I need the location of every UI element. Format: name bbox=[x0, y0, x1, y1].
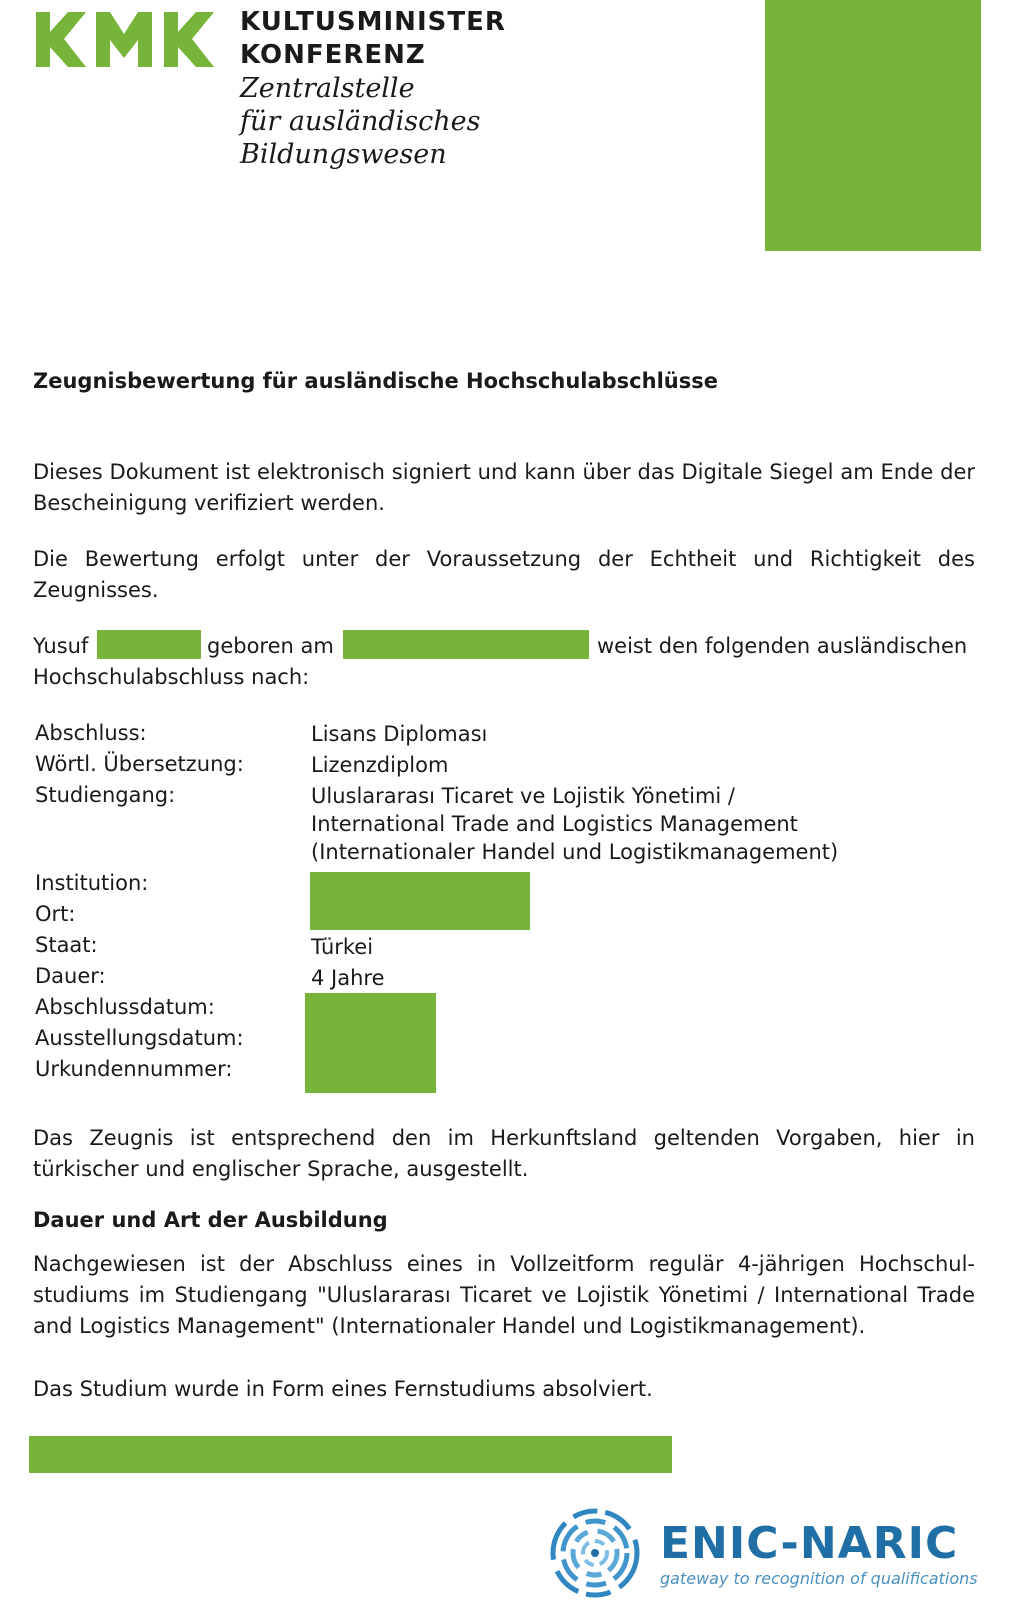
label-institution: Institution: bbox=[35, 871, 149, 895]
label-ausstellungsdatum: Ausstellungsdatum: bbox=[35, 1026, 244, 1050]
org-name-line-1: KULTUSMINISTER bbox=[240, 7, 506, 37]
value-staat: Türkei bbox=[311, 935, 374, 959]
enic-naric-emblem-icon bbox=[550, 1508, 640, 1598]
enic-naric-title: ENIC-NARIC bbox=[660, 1518, 959, 1569]
label-dauer: Dauer: bbox=[35, 964, 106, 988]
redacted-surname bbox=[97, 630, 201, 659]
distance-study-paragraph: Das Studium wurde in Form eines Fernstudiums absolviert. bbox=[33, 1377, 653, 1401]
label-urkundennummer: Urkundennummer: bbox=[35, 1057, 233, 1081]
label-studiengang: Studiengang: bbox=[35, 783, 176, 807]
kmk-logo bbox=[36, 12, 216, 67]
value-studiengang-line-2: International Trade and Logistics Management bbox=[311, 812, 798, 836]
value-studiengang-line-1: Uluslararası Ticaret ve Lojistik Yönetimi / bbox=[311, 784, 735, 808]
signature-notice: Dieses Dokument ist elektronisch signiert und kann über das Digitale Siegel am Ende der Bescheinigung verifiziert werden. bbox=[33, 460, 975, 515]
enic-naric-subtitle: gateway to recognition of qualifications bbox=[660, 1569, 978, 1588]
value-abschluss: Lisans Diploması bbox=[311, 722, 488, 746]
organization-name bbox=[240, 6, 506, 171]
label-staat: Staat: bbox=[35, 933, 98, 957]
label-ort: Ort: bbox=[35, 902, 76, 926]
label-translation: Wörtl. Übersetzung: bbox=[35, 752, 244, 776]
language-notice: Das Zeugnis ist entsprechend den im Herkunftsland geltenden Vorgaben, hier in türkischer und englischer Sprache, ausgestellt. bbox=[33, 1126, 975, 1181]
proves-text-continued: Hochschulabschluss nach: bbox=[33, 665, 310, 689]
person-first-name: Yusuf bbox=[33, 634, 89, 658]
label-abschlussdatum: Abschlussdatum: bbox=[35, 995, 215, 1019]
dept-name-line-3: Bildungswesen bbox=[240, 139, 447, 170]
redacted-signature-bar bbox=[29, 1436, 672, 1473]
org-name-line-2: KONFERENZ bbox=[240, 40, 426, 70]
value-dauer: 4 Jahre bbox=[311, 966, 385, 990]
dept-name-line-1: Zentralstelle bbox=[240, 73, 415, 104]
value-translation: Lizenzdiplom bbox=[311, 753, 449, 777]
section-heading-duration: Dauer und Art der Ausbildung bbox=[33, 1208, 388, 1232]
redacted-dates-and-number bbox=[305, 993, 436, 1093]
assumption-notice: Die Bewertung erfolgt unter der Voraussetzung der Echtheit und Richtigkeit des Zeugnisses. bbox=[33, 547, 975, 602]
redacted-institution-location bbox=[310, 872, 530, 930]
born-text: geboren am bbox=[207, 634, 334, 658]
label-abschluss: Abschluss: bbox=[35, 721, 147, 745]
document-title: Zeugnisbewertung für ausländische Hochschulabschlüsse bbox=[33, 369, 718, 393]
value-studiengang-line-3: (Internationaler Handel und Logistikmanagement) bbox=[311, 840, 839, 864]
redacted-birthdate bbox=[343, 630, 589, 659]
dept-name-line-2: für ausländisches bbox=[240, 106, 481, 137]
corner-color-block bbox=[765, 0, 981, 251]
duration-paragraph: Nachgewiesen ist der Abschluss eines in Vollzeitform regulär 4-jährigen Hochschul-studiums im Studiengang "Uluslararası Ticaret ve Lojistik Yönetimi / International Trade and Logistics Management" (Internationaler Handel und Logistikmanagement). bbox=[33, 1252, 975, 1338]
proves-text: weist den folgenden ausländischen bbox=[597, 634, 968, 658]
